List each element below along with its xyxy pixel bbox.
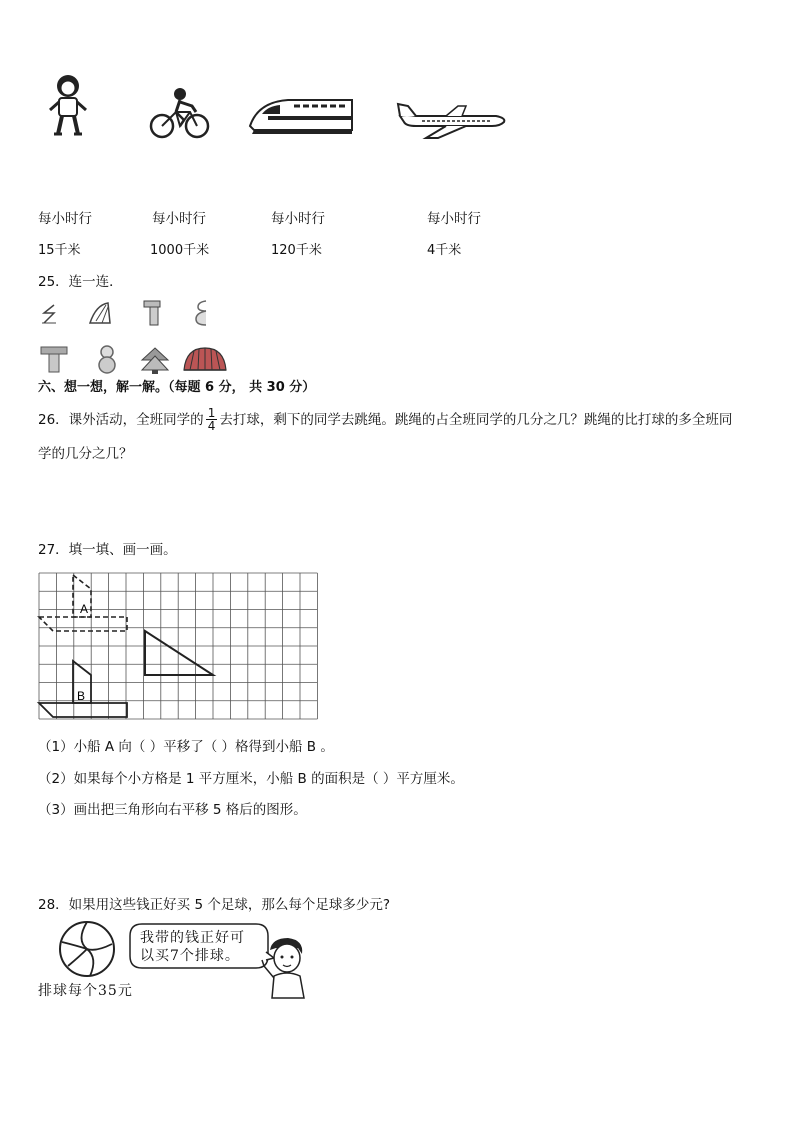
volleyball-price: 排球每个35元 <box>38 983 133 999</box>
whole-shape-2-icon <box>96 344 118 374</box>
train-icon <box>248 96 356 136</box>
q26-fraction <box>206 407 218 432</box>
half-shape-3-icon <box>142 299 162 327</box>
triangle <box>145 631 213 675</box>
speech-line-1: 我带的钱正好可 <box>140 930 245 946</box>
speed-value-3: 120千米 <box>271 243 322 258</box>
speed-label-1: 每小时行 <box>38 211 92 227</box>
q26-line2: 学的几分之几？ <box>38 446 133 462</box>
fraction-denominator: 4 <box>207 419 216 433</box>
speed-value-4: 4千米 <box>427 243 462 258</box>
fraction-numerator: 1 <box>207 406 216 420</box>
q27-sub1: （1）小船 A 向（ ）平移了（ ）格得到小船 B 。 <box>38 739 334 755</box>
speech-line-2: 以买7个排球。 <box>140 948 240 964</box>
half-shape-1-icon <box>40 303 58 325</box>
speed-value-2: 1000千米 <box>150 243 210 258</box>
speech-text <box>140 929 245 965</box>
speed-label-2: 每小时行 <box>152 211 206 227</box>
airplane-icon <box>396 100 508 140</box>
volleyball-icon <box>58 920 116 978</box>
cyclist-icon <box>150 84 210 140</box>
speed-value-1: 15千米 <box>38 243 81 258</box>
grid-figure <box>39 573 321 721</box>
q27-title: 27．填一填、画一画。 <box>38 542 177 558</box>
whole-shape-3-icon <box>140 346 170 374</box>
whole-shape-1-icon <box>40 346 68 374</box>
q27-sub2: （2）如果每个小方格是 1 平方厘米，小船 B 的面积是（ ）平方厘米。 <box>38 771 464 787</box>
speed-label-3: 每小时行 <box>271 211 325 227</box>
walking-child-icon <box>44 72 92 138</box>
boat-b-label: B <box>77 689 86 703</box>
half-shape-2-icon <box>88 301 112 325</box>
boy-icon <box>260 936 310 1000</box>
q26-line1 <box>38 407 732 432</box>
q28-title: 28．如果用这些钱正好买 5 个足球，那么每个足球多少元? <box>38 897 391 913</box>
boat-a-label: A <box>80 602 89 616</box>
q25-title: 25．连一连． <box>38 274 123 290</box>
whole-shape-4-icon <box>182 346 228 374</box>
q26-text-a: 26．课外活动，全班同学的 <box>38 411 204 428</box>
half-shape-4-icon <box>194 299 210 327</box>
q26-text-b: 去打球，剩下的同学去跳绳。跳绳的占全班同学的几分之几？跳绳的比打球的多全班同 <box>219 411 733 428</box>
q27-sub3: （3）画出把三角形向右平移 5 格后的图形。 <box>38 802 307 818</box>
speed-label-4: 每小时行 <box>427 211 481 227</box>
section6-title: 六、想一想，解一解。（每题 6 分， 共 30 分） <box>38 380 316 395</box>
